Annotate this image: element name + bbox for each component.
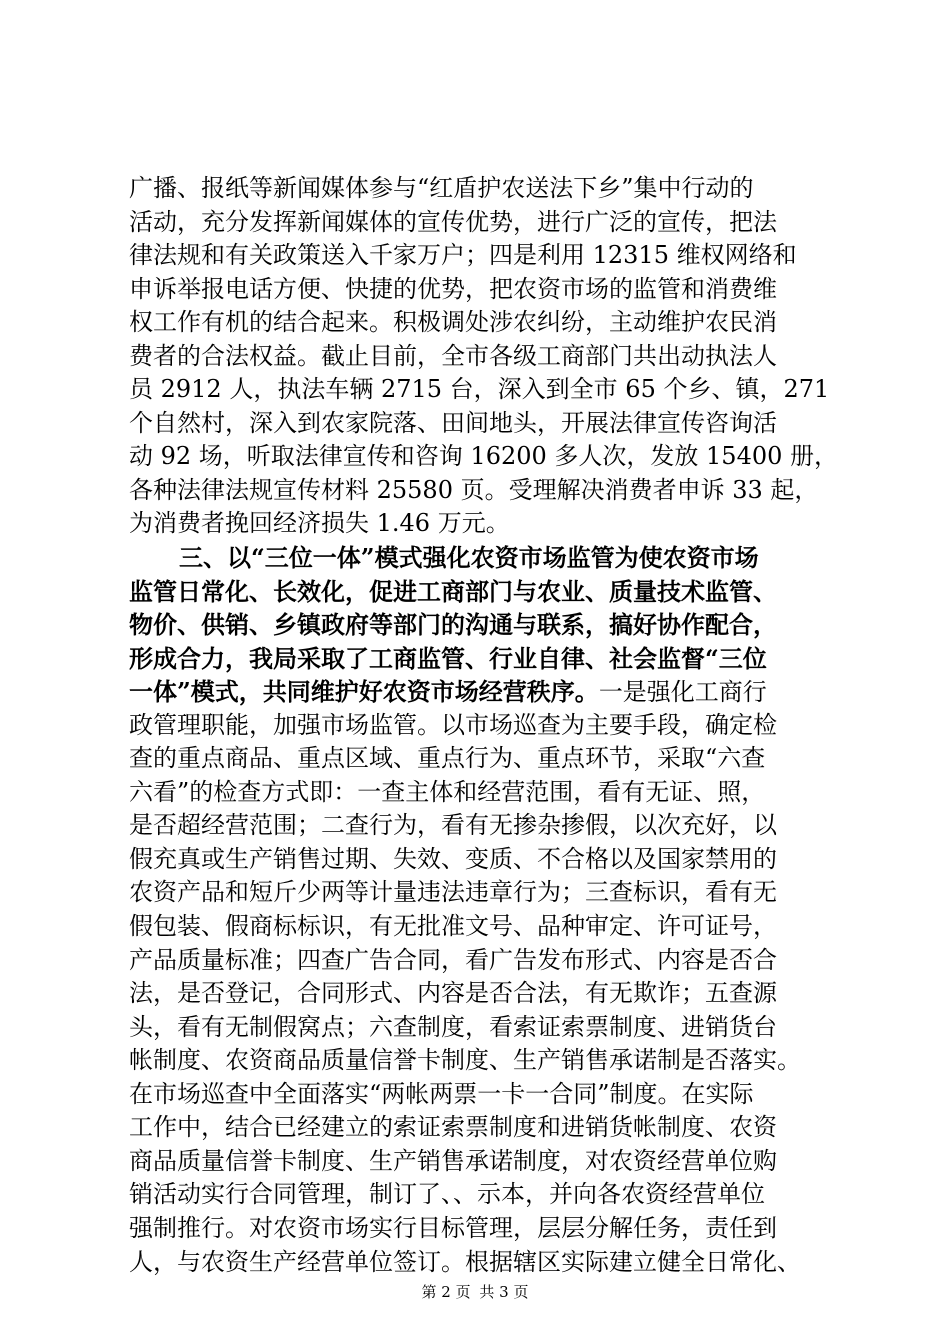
text-line: 工作中，结合已经建立的索证索票制度和进销货帐制度、农资: [129, 1113, 777, 1142]
section-heading-line: 形成合力，我局采取了工商监管、行业自律、社会监督“三位: [129, 643, 767, 673]
page-total: 共 3 页: [479, 1283, 529, 1301]
text-line: 各种法律法规宣传材料 25580 页。受理解决消费者申诉 33 起，: [129, 475, 819, 504]
text-line: 政管理职能，加强市场监管。以市场巡查为主要手段，确定检: [129, 710, 777, 739]
text-line: 权工作有机的结合起来。积极调处涉农纠纷，主动维护农民消: [129, 308, 777, 337]
text-line: 帐制度、农资商品质量信誉卡制度、生产销售承诺制是否落实。: [129, 1046, 801, 1075]
text-line: 头，看有无制假窝点；六查制度，看索证索票制度、进销货台: [129, 1012, 777, 1041]
section-heading-fragment: 一体”模式，共同维护好农资市场经营秩序。: [129, 677, 599, 707]
text-line: 人，与农资生产经营单位签订。根据辖区实际建立健全日常化、: [129, 1247, 801, 1276]
text-line: 个自然村，深入到农家院落、田间地头，开展法律宣传咨询活: [129, 408, 777, 437]
document-body: [129, 172, 849, 1279]
section-heading-line: 监管日常化、长效化，促进工商部门与农业、质量技术监管、: [129, 576, 777, 606]
text-line: 查的重点商品、重点区域、重点行为、重点环节，采取“六查: [129, 744, 766, 773]
section-heading-line: 物价、供销、乡镇政府等部门的沟通与联系，搞好协作配合，: [129, 610, 777, 640]
text-line: 在市场巡查中全面落实“两帐两票一卡一合同”制度。在实际: [129, 1079, 754, 1108]
text-line: 假充真或生产销售过期、失效、变质、不合格以及国家禁用的: [129, 844, 777, 873]
page-footer: [0, 1282, 950, 1302]
text-line: 法，是否登记，合同形式、内容是否合法，有无欺诈；五查源: [129, 979, 777, 1008]
text-line: 广播、报纸等新闻媒体参与“红盾护农送法下乡”集中行动的: [129, 174, 754, 202]
text-line: 是否超经营范围；二查行为，看有无掺杂掺假，以次充好，以: [129, 811, 777, 840]
mixed-line: [129, 675, 849, 709]
section-heading-line: 三、以“三位一体”模式强化农资市场监管为使农资市场: [179, 543, 759, 573]
text-line: 费者的合法权益。截止目前，全市各级工商部门共出动执法人: [129, 341, 777, 370]
text-line: 商品质量信誉卡制度、生产销售承诺制度，对农资经营单位购: [129, 1146, 777, 1175]
text-line: 农资产品和短斤少两等计量违法违章行为；三查标识，看有无: [129, 878, 777, 907]
text-line: 员 2912 人，执法车辆 2715 台，深入到全市 65 个乡、镇，271: [129, 375, 830, 404]
text-line: 假包装、假商标标识，有无批准文号、品种审定、许可证号，: [129, 912, 777, 941]
text-line: 强制推行。对农资市场实行目标管理，层层分解任务，责任到: [129, 1213, 777, 1242]
text-line: 为消费者挽回经济损失 1.46 万元。: [129, 509, 510, 538]
text-line: 活动，充分发挥新闻媒体的宣传优势，进行广泛的宣传，把法: [129, 207, 777, 236]
text-line: 六看”的检查方式即：一查主体和经营范围，看有无证、照，: [129, 777, 766, 806]
text-line: 动 92 场，听取法律宣传和咨询 16200 多人次，发放 15400 册，: [129, 442, 839, 471]
text-line: 律法规和有关政策送入千家万户；四是利用 12315 维权网络和: [129, 241, 797, 270]
text-line: 产品质量标准；四查广告合同，看广告发布形式、内容是否合: [129, 945, 777, 974]
text-fragment: 一是强化工商行: [598, 678, 767, 707]
text-line: 申诉举报电话方便、快捷的优势，把农资市场的监管和消费维: [129, 274, 777, 303]
text-line: 销活动实行合同管理，制订了、、示本，并向各农资经营单位: [129, 1180, 765, 1209]
page-number: 第 2 页: [421, 1283, 471, 1301]
